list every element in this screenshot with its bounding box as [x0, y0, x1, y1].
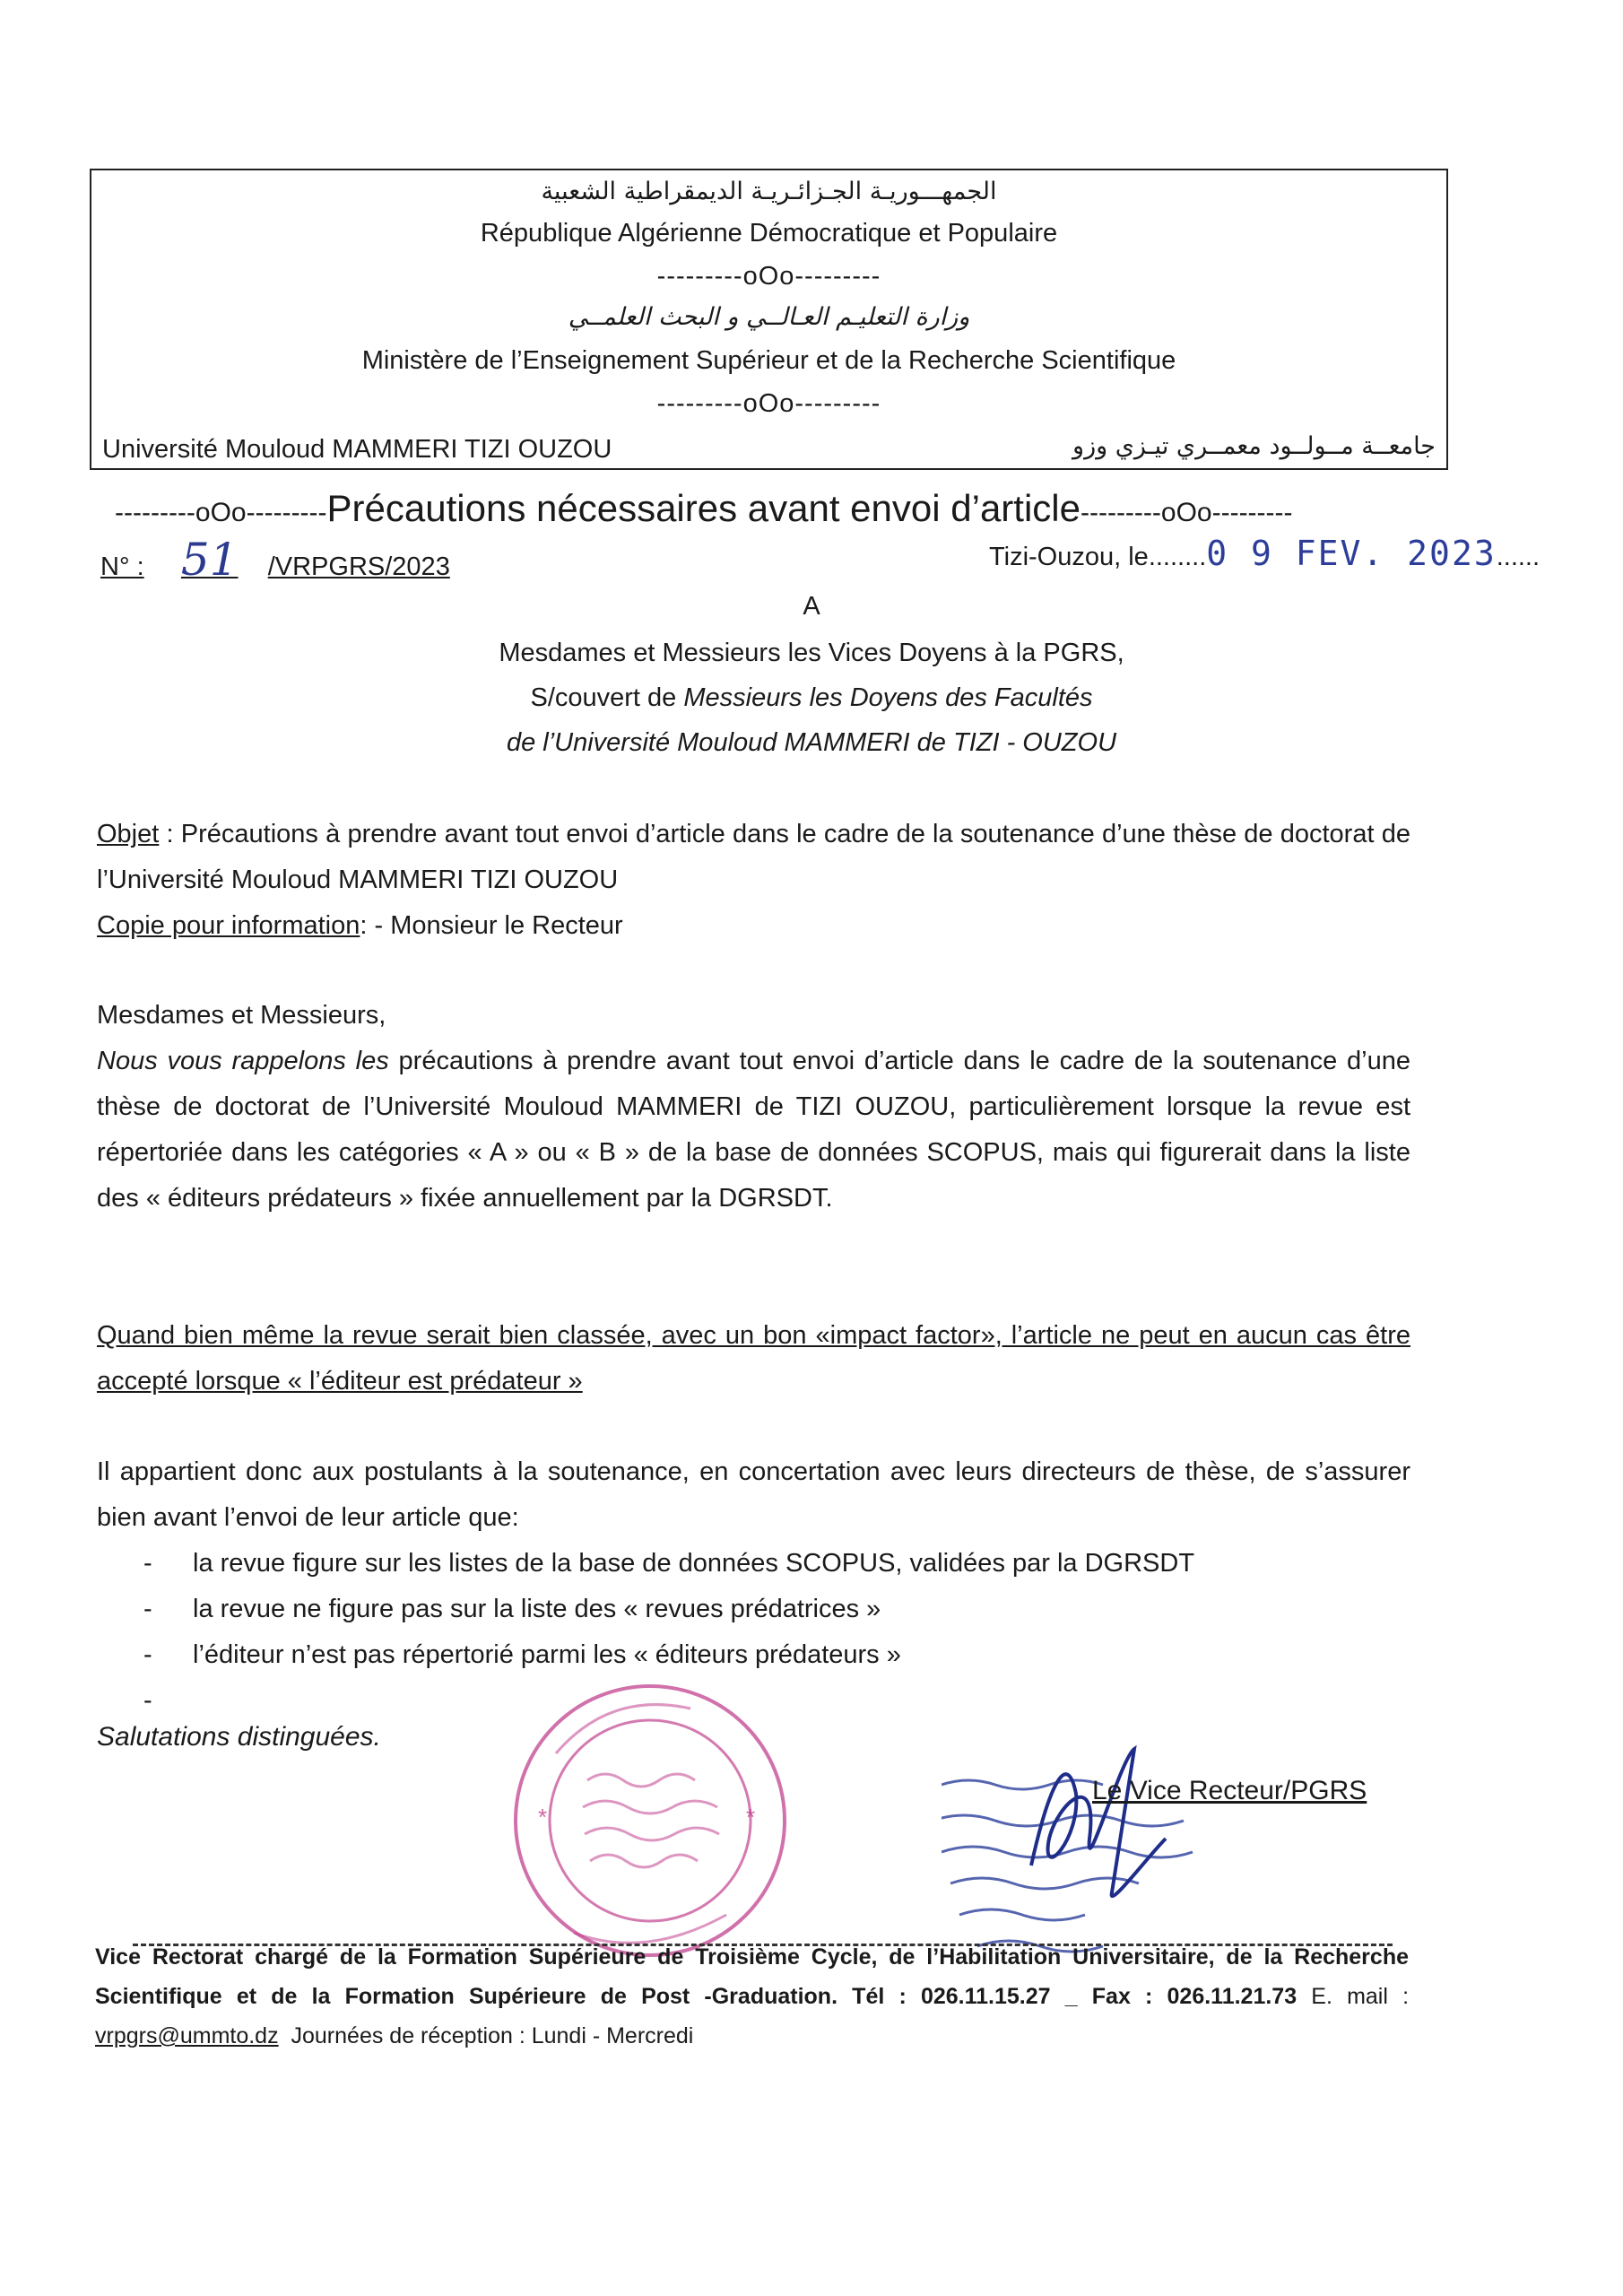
svg-text:*: *	[538, 1804, 548, 1831]
list-item: - l’éditeur n’est pas répertorié parmi les « éditeurs prédateurs »	[143, 1640, 901, 1669]
reference-prefix: N° :	[100, 552, 144, 581]
recipient-a: A	[803, 592, 820, 621]
objet-block	[97, 812, 1410, 949]
document-title: Précautions nécessaires avant envoi d’article	[326, 487, 1081, 529]
ministry-name: Ministère de l’Enseignement Supérieur et de la Recherche Scientifique	[361, 346, 1176, 375]
university-name: Université Mouloud MAMMERI TIZI OUZOU	[102, 435, 612, 464]
recipient-line-3: de l’Université Mouloud MAMMERI de TIZI - OUZOU	[506, 728, 1117, 757]
list-item: - la revue figure sur les listes de la base de données SCOPUS, validées par la DGRSDT	[143, 1549, 1195, 1578]
letterhead-separator-2: ---------oOo---------	[656, 389, 881, 418]
footer-mail-label: E. mail :	[1311, 1984, 1410, 2009]
place-date	[989, 534, 1540, 573]
date-dots-before: ........	[1148, 543, 1207, 571]
arabic-ministry-name: وزارة التعليـم العـالــي و البحث العلمــي	[568, 303, 970, 331]
list-item: -	[143, 1686, 152, 1715]
date-stamp: 0 9 FEV. 2023	[1206, 534, 1497, 573]
copie-text: : - Monsieur le Recteur	[360, 911, 623, 940]
objet-label: Objet	[97, 820, 160, 848]
republic-name: République Algérienne Démocratique et Populaire	[480, 219, 1058, 248]
list-item: - la revue ne figure pas sur la liste des « revues prédatrices »	[143, 1595, 881, 1623]
reference-handwritten-number: 51	[180, 534, 239, 586]
official-seal-stamp	[502, 1673, 798, 1969]
recipient-line-1: Mesdames et Messieurs les Vices Doyens à la PGRS,	[499, 639, 1124, 667]
body-greeting: Mesdames et Messieurs,	[97, 1001, 386, 1030]
title-right-separator: ---------oOo---------	[1080, 498, 1293, 527]
paragraph-1-text: précautions à prendre avant tout envoi d’article dans le cadre de la soutenance d’une thèse de doctorat de l’Université Mouloud MAMMERI de TIZI OUZOU, particulièrement lorsque la revue est répertoriée dans les catégories « A » ou « B » de la base de données SCOPUS, mais qui figurerait dans la liste des « éditeurs prédateurs » fixée annuellement par la DGRSDT.	[97, 1047, 1410, 1213]
body-paragraph-2: Quand bien même la revue serait bien classée, avec un bon «impact factor», l’article ne peut en aucun cas être accepté lorsque « l’éditeur est prédateur »	[97, 1321, 1410, 1396]
reference-number	[100, 534, 450, 586]
arabic-university-name: جامعــة مــولــود معمــري تيـزي وزو	[1072, 432, 1436, 460]
footer-contact: Vice Rectorat chargé de la Formation Supérieure de Troisième Cycle, de l’Habilitation Universitaire, de la Recherche Scientifique et de la Formation Supérieure de Post -Graduation. Tél : 026.11.15.27 _ Fax : 026.11.21.73	[95, 1944, 1409, 2009]
objet-text: : Précautions à prendre avant tout envoi d’article dans le cadre de la soutenance d’une thèse de doctorat de l’Université Mouloud MAMMERI TIZI OUZOU	[97, 820, 1410, 894]
document-title-row	[115, 487, 1397, 530]
letterhead-separator: ---------oOo---------	[656, 262, 881, 291]
footer-email-link[interactable]: vrpgrs@ummto.dz	[95, 2023, 279, 2048]
title-left-separator: ---------oOo---------	[115, 498, 327, 527]
signer-title: Le Vice Recteur/PGRS	[1092, 1776, 1367, 1805]
recipient-line-2	[0, 683, 1623, 713]
paragraph-1-italic: Nous vous rappelons les	[97, 1047, 389, 1075]
recipient-couvert: S/couvert de	[530, 683, 677, 712]
date-dots-after: ......	[1496, 543, 1541, 571]
body-paragraph-3: Il appartient donc aux postulants à la soutenance, en concertation avec leurs directeurs de thèse, de s’assurer bien avant l’envoi de leur article que:	[97, 1457, 1410, 1532]
footer	[95, 1937, 1409, 2056]
closing-salutation: Salutations distinguées.	[97, 1722, 381, 1752]
recipient-doyens: Messieurs les Doyens des Facultés	[683, 683, 1093, 712]
place-label: Tizi-Ouzou, le	[989, 543, 1149, 571]
arabic-republic-name: الجمهـــوريـة الجـزائـريـة الديمقراطية الشعبية	[541, 178, 997, 205]
reference-suffix: /VRPGRS/2023	[267, 552, 450, 581]
letterhead-box	[90, 169, 1448, 470]
body-paragraph-1	[97, 1039, 1410, 1222]
copie-label: Copie pour information	[97, 911, 360, 940]
svg-text:*: *	[746, 1804, 756, 1831]
footer-reception-days: Journées de réception : Lundi - Mercredi	[291, 2023, 694, 2048]
